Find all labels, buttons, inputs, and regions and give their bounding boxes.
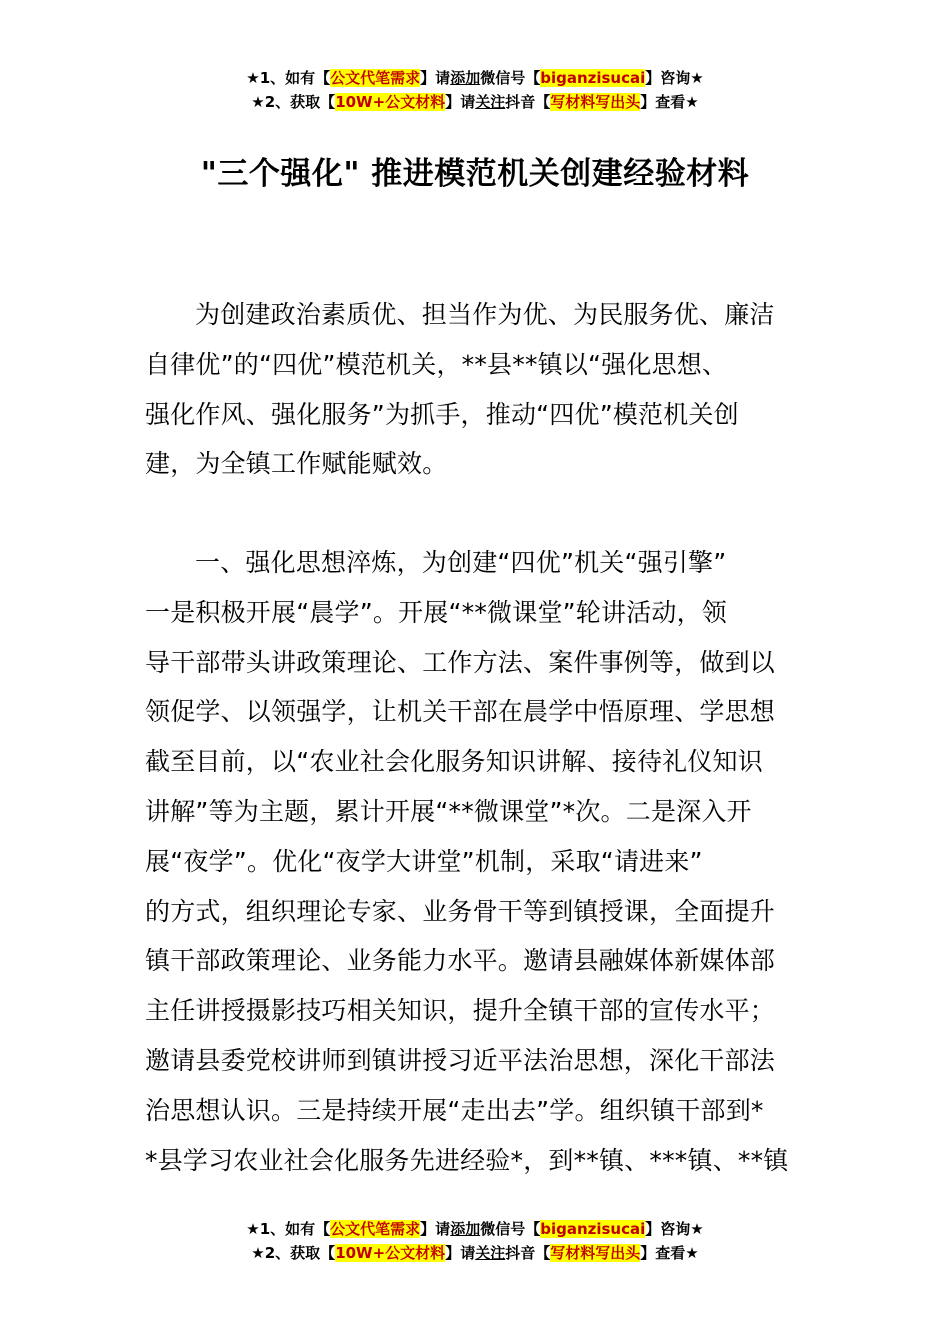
text-line: 强化作风、强化服务”为抓手，推动“四优”模范机关创 xyxy=(145,399,739,429)
text-line: 一是积极开展“晨学”。开展“**微课堂”轮讲活动，领 xyxy=(145,597,728,627)
document-title: "三个强化" 推进模范机关创建经验材料 xyxy=(200,156,750,192)
text-line: 主任讲授摄影技巧相关知识，提升全镇干部的宣传水平； xyxy=(145,996,776,1026)
notice-highlight: 10W+公文材料 xyxy=(335,1244,446,1262)
notice-text: 】请 xyxy=(445,93,476,111)
text-line: 治思想认识。三是持续开展“走出去”学。组织镇干部到* xyxy=(145,1095,764,1125)
notice-underline: 添加 xyxy=(450,1220,481,1238)
notice-text: 】请 xyxy=(445,1244,476,1262)
text-line: 的方式，组织理论专家、业务骨干等到镇授课，全面提升 xyxy=(145,896,776,926)
text-line: *县学习农业社会化服务先进经验*，到**镇、***镇、**镇 xyxy=(145,1145,789,1175)
notice-text: 】请 xyxy=(420,69,451,87)
text-line: 领促学、以领强学，让机关干部在晨学中悟原理、学思想 xyxy=(145,697,776,727)
text-line: 邀请县委党校讲师到镇讲授习近平法治思想，深化干部法 xyxy=(145,1045,776,1075)
notice-underline: 添加 xyxy=(450,69,481,87)
notice-text: 抖音【 xyxy=(505,1244,551,1262)
notice-highlight: 公文代笔需求 xyxy=(330,1220,421,1238)
text-line: 截至目前，以“农业社会化服务知识讲解、接待礼仪知识 xyxy=(145,747,763,777)
text-line: 一、强化思想淬炼，为创建“四优”机关“强引擎” xyxy=(195,548,727,577)
paragraph-section-one xyxy=(145,538,807,1185)
notice-text: ★1、如有【 xyxy=(246,69,331,87)
text-line: 自律优”的“四优”模范机关，**县**镇以“强化思想、 xyxy=(145,349,728,379)
notice-highlight: 公文代笔需求 xyxy=(330,69,421,87)
notice-line-2 xyxy=(0,90,950,114)
notice-highlight: biganzisucai xyxy=(540,1220,646,1238)
text-line: 为创建政治素质优、担当作为优、为民服务优、廉洁 xyxy=(195,300,775,329)
text-line: 镇干部政策理论、业务能力水平。邀请县融媒体新媒体部 xyxy=(145,946,776,976)
notice-text: 】咨询★ xyxy=(645,1220,704,1238)
text-line: 建，为全镇工作赋能赋效。 xyxy=(145,449,448,479)
notice-text: 】查看★ xyxy=(640,93,699,111)
header-notice-top xyxy=(0,66,950,114)
text-line: 导干部带头讲政策理论、工作方法、案件事例等，做到以 xyxy=(145,647,776,677)
notice-text: 】请 xyxy=(420,1220,451,1238)
notice-line-2 xyxy=(0,1241,950,1265)
notice-text: ★2、获取【 xyxy=(251,93,336,111)
notice-text: 】查看★ xyxy=(640,1244,699,1262)
notice-text: 】咨询★ xyxy=(645,69,704,87)
notice-underline: 关注 xyxy=(475,1244,506,1262)
text-line: 讲解”等为主题，累计开展“**微课堂”*次。二是深入开 xyxy=(145,796,752,826)
notice-text: ★1、如有【 xyxy=(246,1220,331,1238)
text-line: 展“夜学”。优化“夜学大讲堂”机制，采取“请进来” xyxy=(145,846,703,876)
notice-highlight: biganzisucai xyxy=(540,69,646,87)
notice-highlight: 写材料写出头 xyxy=(550,93,641,111)
paragraph-intro xyxy=(145,290,807,489)
notice-highlight: 10W+公文材料 xyxy=(335,93,446,111)
notice-line-1 xyxy=(0,66,950,90)
notice-highlight: 写材料写出头 xyxy=(550,1244,641,1262)
notice-text: ★2、获取【 xyxy=(251,1244,336,1262)
notice-text: 微信号【 xyxy=(480,69,541,87)
notice-text: 抖音【 xyxy=(505,93,551,111)
header-notice-bottom xyxy=(0,1217,950,1265)
notice-text: 微信号【 xyxy=(480,1220,541,1238)
notice-line-1 xyxy=(0,1217,950,1241)
notice-underline: 关注 xyxy=(475,93,506,111)
